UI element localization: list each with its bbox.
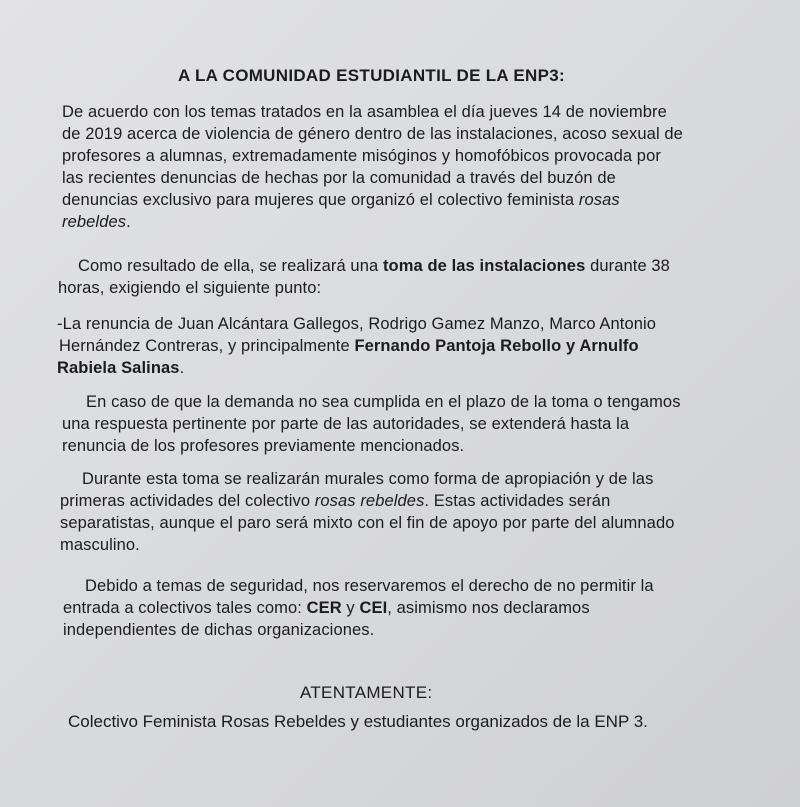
closing-salutation: ATENTAMENTE: xyxy=(300,683,433,702)
paragraph-1 xyxy=(62,101,712,233)
paragraph-4 xyxy=(62,391,722,457)
p5-line-1: Durante esta toma se realizarán murales como forma de apropiación y de las xyxy=(82,470,654,488)
p4-line-2: una respuesta pertinente por parte de las autoridades, se extenderá hasta la xyxy=(62,415,630,433)
p6-line-1: Debido a temas de seguridad, nos reservaremos el derecho de no permitir la xyxy=(85,577,654,595)
p1-line-5: denuncias exclusivo para mujeres que organizó el colectivo feminista rosas xyxy=(62,191,620,209)
p2-line-2: horas, exigiendo el siguiente punto: xyxy=(58,279,322,297)
paragraph-2 xyxy=(58,255,718,299)
paragraph-6 xyxy=(63,575,723,641)
paragraph-3 xyxy=(57,313,717,379)
p2-line-1: Como resultado de ella, se realizará una toma de las instalaciones durante 38 xyxy=(78,257,670,275)
p1-line-2: de 2019 acerca de violencia de género dentro de las instalaciones, acoso sexual de xyxy=(62,125,683,143)
p5-line-3: separatistas, aunque el paro será mixto con el fin de apoyo por parte del alumnado xyxy=(60,514,675,532)
p3-line-1: -La renuncia de Juan Alcántara Gallegos, Rodrigo Gamez Manzo, Marco Antonio xyxy=(57,315,657,333)
p4-line-1: En caso de que la demanda no sea cumplida en el plazo de la toma o tengamos xyxy=(86,393,681,411)
document-title: A LA COMUNIDAD ESTUDIANTIL DE LA ENP3: xyxy=(178,66,565,85)
p1-line-4: las recientes denuncias de hechas por la comunidad a través del buzón de xyxy=(62,169,616,187)
p1-line-6: rebeldes. xyxy=(62,213,131,231)
p3-line-3: Rabiela Salinas. xyxy=(57,359,185,377)
p6-line-2: entrada a colectivos tales como: CER y CEI, asimismo nos declaramos xyxy=(63,599,590,617)
p6-line-3: independientes de dichas organizaciones. xyxy=(63,621,375,639)
p3-line-2: Hernández Contreras, y principalmente Fernando Pantoja Rebollo y Arnulfo xyxy=(59,337,639,355)
paragraph-5 xyxy=(60,468,730,556)
signature-line: Colectivo Feminista Rosas Rebeldes y estudiantes organizados de la ENP 3. xyxy=(68,712,648,731)
p4-line-3: renuncia de los profesores previamente mencionados. xyxy=(62,437,465,455)
p5-line-2: primeras actividades del colectivo rosas rebeldes. Estas actividades serán xyxy=(60,492,611,510)
p1-line-1: De acuerdo con los temas tratados en la asamblea el día jueves 14 de noviembre xyxy=(62,103,667,121)
p5-line-4: masculino. xyxy=(60,536,140,554)
p1-line-3: profesores a alumnas, extremadamente misóginos y homofóbicos provocada por xyxy=(62,147,661,165)
